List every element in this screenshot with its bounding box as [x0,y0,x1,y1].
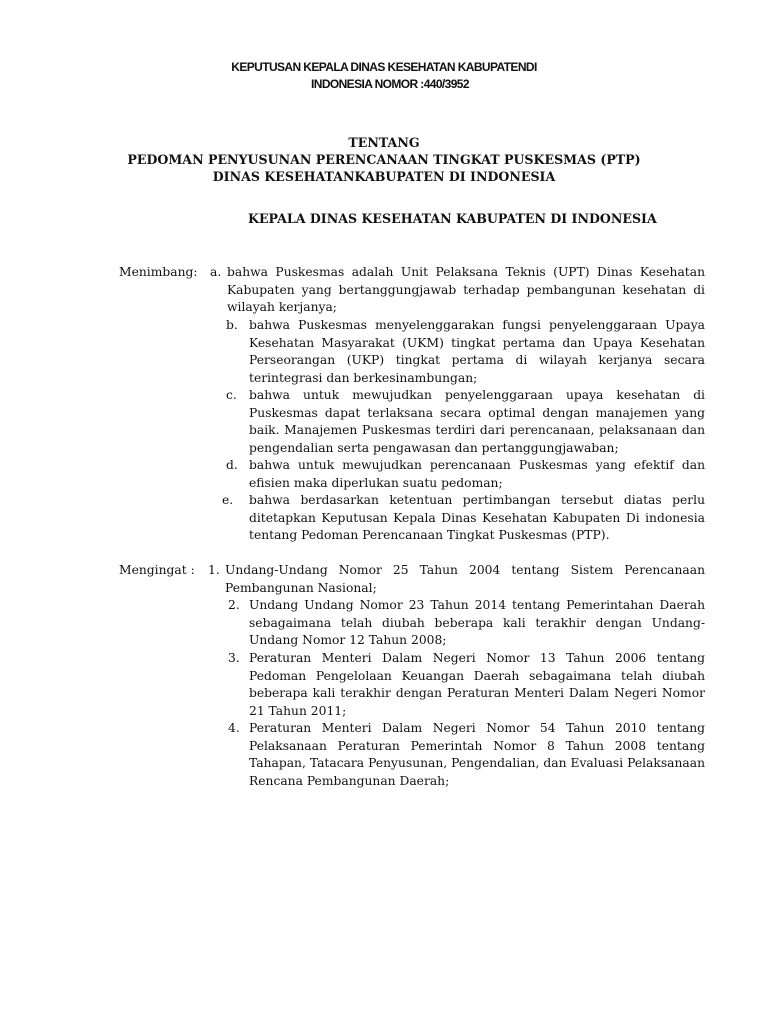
item-text: Undang Undang Nomor 23 Tahun 2014 tentang Pemerintahan Daerah sebagaimana telah diubah beberapa kali terakhir dengan Undang-Undang Nomor 12 Tahun 2008; [249,598,705,648]
subject-line-1: PEDOMAN PENYUSUNAN PERENCANAAN TINGKAT PUSKESMAS (PTP) [127,152,641,167]
item-marker: 3. [228,651,240,665]
tentang-heading: TENTANG [348,135,420,150]
item-text: Undang-Undang Nomor 25 Tahun 2004 tentang Sistem Perencanaan Pembangunan Nasional; [225,563,705,595]
item-text: bahwa Puskesmas menyelenggarakan fungsi penyelenggaraan Upaya Kesehatan Masyarakat (UKM) tingkat pertama dan Upaya Kesehatan Perseorangan (UKP) tingkat pertama di wilayah kerjanya secara terintegrasi dan berkesinambungan; [249,318,705,385]
item-marker: 2. [228,598,240,612]
item-text: bahwa berdasarkan ketentuan pertimbangan tersebut diatas perlu ditetapkan Keputusan Kepala Dinas Kesehatan Kabupaten Di indonesia tentang Pedoman Perencanaan Tingkat Puskesmas (PTP). [249,493,705,543]
decree-subject [0,134,768,185]
item-marker: 4. [228,721,240,735]
item-marker: 1. [208,563,220,577]
mengingat-label: Mengingat : [119,563,195,577]
item-marker: a. [210,265,222,279]
decree-title-line-2: INDONESIA NOMOR :440/3952 [311,77,469,91]
item-text: bahwa Puskesmas adalah Unit Pelaksana Teknis (UPT) Dinas Kesehatan Kabupaten yang bertanggungjawab terhadap pembangunan kesehatan di wilayah kerjanya; [227,265,705,315]
decree-title [0,59,768,93]
subject-line-2: DINAS KESEHATANKABUPATEN DI INDONESIA [212,169,556,184]
item-text: Peraturan Menteri Dalam Negeri Nomor 54 Tahun 2010 tentang Pelaksanaan Peraturan Pemerintah Nomor 8 Tahun 2008 tentang Tahapan, Tatacara Penyusunan, Pengendalian, dan Evaluasi Pelaksanaan Rencana Pembangunan Daerah; [249,721,705,788]
item-text: bahwa untuk mewujudkan perencanaan Puskesmas yang efektif dan efisien maka diperlukan suatu pedoman; [249,458,705,490]
decree-title-line-1: KEPUTUSAN KEPALA DINAS KESEHATAN KABUPATENDI [231,60,537,74]
menimbang-label: Menimbang: [119,265,198,279]
item-marker: d. [226,458,238,472]
item-text: Peraturan Menteri Dalam Negeri Nomor 13 Tahun 2006 tentang Pedoman Pengelolaan Keuangan Daerah sebagaimana telah diubah beberapa kali terakhir dengan Peraturan Menteri Dalam Negeri Nomor 21 Tahun 2011; [249,651,705,718]
issuer-heading: KEPALA DINAS KESEHATAN KABUPATEN DI INDONESIA [248,211,657,226]
item-marker: b. [226,318,238,332]
item-marker: e. [222,493,234,507]
item-text: bahwa untuk mewujudkan penyelenggaraan upaya kesehatan di Puskesmas dapat terlaksana secara optimal dengan manajemen yang baik. Manajemen Puskesmas terdiri dari perencanaan, pelaksanaan dan pengendalian serta pengawasan dan pertanggungjawaban; [249,388,705,455]
item-marker: c. [226,388,237,402]
